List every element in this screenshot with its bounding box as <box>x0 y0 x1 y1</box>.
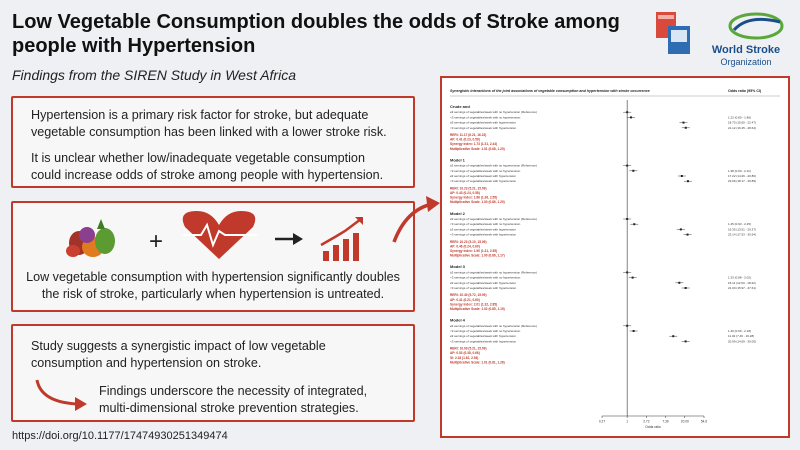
ci-value: 16.35 (13.51 - 20.37) <box>728 227 757 232</box>
point-estimate <box>685 287 687 289</box>
point-estimate <box>687 180 689 182</box>
ci-value: 1.40 (0.90 - 2.18) <box>728 329 752 333</box>
point-estimate <box>633 330 635 332</box>
point-estimate <box>633 223 635 225</box>
model-name: Model 4 <box>450 317 465 323</box>
ci-value: 17.22 (14.26 - 20.80) <box>728 174 757 178</box>
logo-area <box>648 12 788 70</box>
row-label: ≥3 servings of vegetables/week with no hypertension (Reference) <box>450 270 537 275</box>
interaction-stat: RERI: 10.40 (5.72, 15.09) <box>450 293 487 298</box>
x-tick-label: 54.6 <box>700 419 708 424</box>
interaction-stat: AP: 0.53 (0.38, 0.66) <box>450 351 480 356</box>
intro-text-1: Hypertension is a primary risk factor for stroke, but adequate vegetable consumption has been linked with a lower stroke risk. <box>31 108 387 139</box>
plus-icon: + <box>149 228 164 255</box>
point-estimate <box>632 170 634 172</box>
interaction-stat: AP: 0.41 (0.21, 0.60) <box>450 297 480 302</box>
forest-plot <box>442 78 788 436</box>
model-name: Model 3 <box>450 264 465 270</box>
model-name: Model 1 <box>450 157 465 163</box>
arrow-right-icon <box>275 233 303 245</box>
x-tick-label: 1 <box>626 419 629 424</box>
point-estimate <box>681 175 683 177</box>
interaction-stat: RERI: 10.23 (5.10, 15.09) <box>450 239 487 244</box>
interaction-stat: AP: 0.46 (0.24, 0.60) <box>450 244 480 249</box>
plot-heading: Synergistic interactions of the joint associations of vegetable consumption and hypertension with stroke occurrence <box>450 89 650 93</box>
row-label: <3 servings of vegetables/week with hypertension <box>450 179 517 184</box>
doi-link[interactable]: https://doi.org/10.1177/17474930251349474 <box>12 430 228 442</box>
x-tick-label: 0.27 <box>598 419 606 424</box>
ci-value: 15.11 (12.53 - 18.22) <box>728 280 756 285</box>
point-estimate <box>682 122 684 124</box>
forest-plot-panel <box>440 76 790 438</box>
ci-value: 1.45 (0.93 - 2.25) <box>728 222 752 227</box>
row-label: <3 servings of vegetables/week with hypertension <box>450 339 517 344</box>
interaction-stat: Synergy index: 1.73 (1.31, 2.44) <box>450 142 498 147</box>
equation-caption: Low vegetable consumption with hypertension significantly doubles the risk of stroke, particularly when hypertension is untreated. <box>26 270 400 301</box>
point-estimate <box>680 228 682 230</box>
world-stroke-logo: World Stroke Organization <box>711 44 781 67</box>
row-label: ≥3 servings of vegetables/week with hypertension <box>450 120 517 125</box>
interaction-stat: AP: 0.41 (0.23, 0.59) <box>450 137 480 142</box>
interaction-stat: Synergy index: 1.86 (1.36, 2.55) <box>450 195 498 200</box>
heart-icon <box>183 211 257 259</box>
row-label: <3 servings of vegetables/week with no hypertension <box>450 115 521 120</box>
ci-value: 21.12 (16.45 - 28.64) <box>728 125 757 130</box>
interaction-stat: RERI: 10.09 (5.21, 15.09) <box>450 346 487 351</box>
point-estimate <box>687 234 689 236</box>
interaction-stat: SI: 2.18 (1.62, 2.93) <box>450 355 479 360</box>
row-label: ≥3 servings of vegetables/week with no hypertension (Reference) <box>450 110 537 115</box>
row-label: ≥3 servings of vegetables/week with no hypertension (Reference) <box>450 163 537 168</box>
interaction-stat: RERI: 11.17 (6.21, 16.22) <box>450 133 487 137</box>
ci-value: 23.14 (17.53 - 30.54) <box>728 232 757 237</box>
ci-header: Odds ratio (95% CI) <box>728 89 762 93</box>
row-label: <3 servings of vegetables/week with hypertension <box>450 286 517 290</box>
vegetables-icon <box>66 219 115 257</box>
interaction-stat: Multiplicative Scale: 1.00 (0.86, 1.17) <box>450 253 505 258</box>
point-estimate <box>685 127 687 129</box>
row-label: ≥3 servings of vegetables/week with hypertension <box>450 227 517 232</box>
equation-box <box>11 201 415 312</box>
intro-text-2: It is unclear whether low/inadequate vegetable consumption could increase odds of stroke among people with hypertension. <box>31 151 384 182</box>
conclusion-box <box>11 324 415 422</box>
interaction-stat: Synergy index: 1.90 (1.31, 2.55) <box>450 249 498 253</box>
interaction-stat: Multiplicative Scale: 1.01 (0.81, 1.26) <box>450 360 505 365</box>
ci-value: 1.38 (0.90 - 2.11) <box>728 168 751 173</box>
conclusion-text-1: Study suggests a synergistic impact of low vegetable consumption and hypertension on stroke. <box>31 339 326 370</box>
model-name: Model 2 <box>450 210 465 216</box>
point-estimate <box>630 116 632 118</box>
ci-value: 18.75 (15.65 - 22.47) <box>728 120 757 125</box>
point-estimate <box>672 335 674 337</box>
x-axis-label: Odds ratio <box>645 425 661 429</box>
rising-chart-icon <box>321 217 363 261</box>
model-name: Crude and <box>450 104 470 109</box>
intro-box <box>11 96 415 188</box>
interaction-stat: RERI: 10.23 (5.21, 15.09) <box>450 186 487 191</box>
row-label: <3 servings of vegetables/week with no hypertension <box>450 329 521 333</box>
interaction-stat: Multiplicative Scale: 1.01 (0.68, 1.20) <box>450 146 505 151</box>
conclusion-text-2: Findings underscore the necessity of integrated, multi-dimensional stroke prevention strategies. <box>99 384 368 415</box>
row-label: <3 servings of vegetables/week with no hypertension <box>450 222 521 227</box>
x-tick-label: 7.39 <box>662 419 669 424</box>
interaction-stat: Synergy index: 2.01 (1.32, 2.85) <box>450 302 498 307</box>
row-label: ≥3 servings of vegetables/week with hypertension <box>450 280 517 285</box>
curved-arrow-icon <box>33 376 93 412</box>
x-tick-label: 2.72 <box>643 419 650 424</box>
ci-value: 20.99 (14.69 - 30.00) <box>728 339 757 344</box>
point-estimate <box>632 277 634 279</box>
page-subtitle: Findings from the SIREN Study in West Africa <box>12 67 296 83</box>
equation-graphic <box>13 207 417 267</box>
row-label: ≥3 servings of vegetables/week with no hypertension (Reference) <box>450 217 537 221</box>
row-label: <3 servings of vegetables/week with hypertension <box>450 232 517 237</box>
ci-value: 11.02 (7.46 - 16.28) <box>728 334 755 339</box>
ci-value: 21.00 (15.97 - 27.61) <box>728 286 757 290</box>
interaction-stat: Multiplicative Scale: 1.00 (0.86, 1.20) <box>450 200 505 205</box>
row-label: ≥3 servings of vegetables/week with hypertension <box>450 174 517 178</box>
row-label: ≥3 servings of vegetables/week with no hypertension (Reference) <box>450 323 537 328</box>
interaction-stat: AP: 0.43 (0.24, 0.58) <box>450 191 480 195</box>
row-label: <3 servings of vegetables/week with no hypertension <box>450 168 521 173</box>
point-estimate <box>685 340 687 342</box>
ci-value: 1.33 (0.88 - 2.02) <box>728 275 752 280</box>
curved-arrow-to-plot-icon <box>388 196 444 246</box>
row-label: <3 servings of vegetables/week with no hypertension <box>450 275 521 280</box>
interaction-stat: Multiplicative Scale: 1.02 (0.85, 1.19) <box>450 307 505 311</box>
x-tick-label: 20.09 <box>680 419 689 424</box>
page-title: Low Vegetable Consumption doubles the odds of Stroke among people with Hypertension <box>12 11 620 57</box>
row-label: <3 servings of vegetables/week with hypertension <box>450 125 517 130</box>
point-estimate <box>678 282 680 284</box>
ci-value: 23.69 (18.17 - 30.89) <box>728 179 757 184</box>
row-label: ≥3 servings of vegetables/week with hypertension <box>450 334 517 339</box>
ci-value: 1.22 (0.80 - 1.86) <box>728 115 752 120</box>
